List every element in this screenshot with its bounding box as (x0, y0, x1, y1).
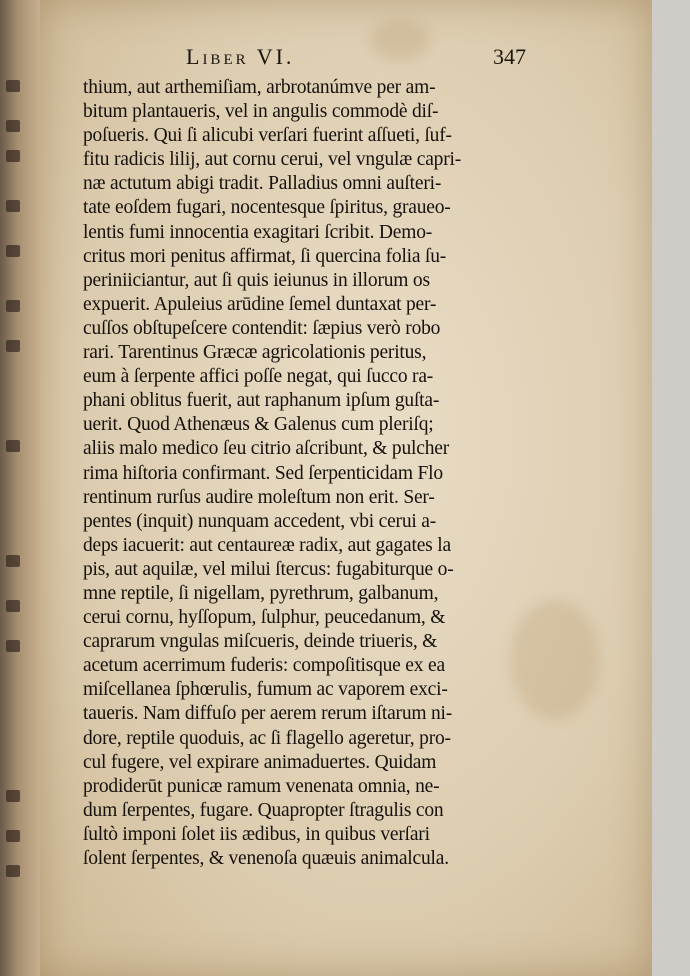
text-line: caprarum vngulas miſcueris, deinde triueris, & (83, 631, 438, 653)
text-line: pentes (inquit) nunquam accedent, vbi cerui a- (83, 510, 437, 532)
text-line: pis, aut aquilæ, vel milui ſtercus: fugabiturque o- (83, 558, 454, 580)
text-line: cuſſos obſtupeſcere contendit: ſæpius verò robo (83, 317, 441, 339)
ink-mark (6, 300, 20, 312)
text-line: miſcellanea ſphœrulis, fumum ac vaporem exci- (83, 679, 448, 701)
text-line: poſueris. Qui ſi alicubi verſari fuerint aſſueti, ſuf- (83, 125, 452, 147)
page-number: 347 (493, 44, 526, 69)
text-line: critus mori penitus affirmat, ſi quercina folia ſu- (83, 245, 447, 267)
ink-mark (6, 830, 20, 842)
text-line: bitum plantaueris, vel in angulis commodè diſ- (83, 101, 439, 123)
ink-mark (6, 80, 20, 92)
text-line: eum à ſerpente affici poſſe negat, qui ſucco ra- (83, 366, 434, 388)
text-line: acetum acerrimum fuderis: compoſitisque ex ea (83, 655, 445, 677)
text-line: rari. Tarentinus Græcæ agricolationis peritus, (83, 342, 427, 364)
text-line: dore, reptile quoduis, ac ſi flagello ageretur, pro- (83, 727, 451, 749)
text-line: ſolent ſerpentes, & venenoſa quæuis animalcula. (83, 848, 449, 869)
ink-mark (6, 865, 20, 877)
adjacent-page-edge (0, 0, 40, 976)
running-head: Liber VI. (186, 44, 295, 69)
text-line: fitu radicis lilij, aut cornu cerui, vel vngulæ capri- (83, 149, 462, 171)
text-line: periniiciantur, aut ſi quis ieiunus in illorum os (83, 269, 430, 291)
margin-background (652, 0, 690, 976)
text-line: thium, aut arthemiſiam, arbrotanúmve per am- (83, 77, 436, 98)
text-line: prodiderūt punicæ ramum venenata omnia, ne- (83, 775, 440, 797)
text-line: aliis malo medico ſeu citrio aſcribunt, & pulcher (83, 438, 450, 460)
text-line: uerit. Quod Athenæus & Galenus cum pleriſq; (83, 414, 434, 436)
page-header (186, 44, 526, 76)
text-line: lentis fumi innocentia exagitari ſcribit. Demo- (83, 221, 433, 243)
text-line: rentinum rurſus audire moleſtum non erit. Ser- (83, 486, 435, 508)
text-line: rima hiſtoria confirmant. Sed ſerpenticidam Flo (83, 462, 443, 484)
ink-mark (6, 200, 20, 212)
text-line: cerui cornu, hyſſopum, ſulphur, peucedanum, & (83, 607, 446, 629)
ink-mark (6, 640, 20, 652)
ink-mark (6, 600, 20, 612)
ink-mark (6, 555, 20, 567)
ink-mark (6, 340, 20, 352)
ink-mark (6, 150, 20, 162)
text-line: deps iacuerit: aut centaureæ radix, aut gagates la (83, 534, 451, 556)
text-line: cul fugere, vel expirare animaduertes. Quidam (83, 751, 437, 773)
ink-mark (6, 245, 20, 257)
text-line: tate eoſdem fugari, nocentesque ſpiritus, graueo- (83, 197, 451, 219)
text-line: expuerit. Apuleius arūdine ſemel duntaxat per- (83, 293, 437, 315)
ink-mark (6, 120, 20, 132)
text-line: taueris. Nam diffuſo per aerem rerum iſtarum ni- (83, 703, 453, 725)
ink-mark (6, 440, 20, 452)
body-text (83, 76, 531, 871)
text-line: mne reptile, ſi nigellam, pyrethrum, galbanum, (83, 582, 439, 604)
text-line: ſultò imponi ſolet iis ædibus, in quibus verſari (83, 823, 430, 845)
text-line: phani oblitus fuerit, aut raphanum ipſum guſta- (83, 390, 440, 412)
ink-mark (6, 790, 20, 802)
text-line: dum ſerpentes, fugare. Quapropter ſtragulis con (83, 799, 444, 821)
text-line: næ actutum abigi tradit. Palladius omni auſteri- (83, 173, 442, 195)
